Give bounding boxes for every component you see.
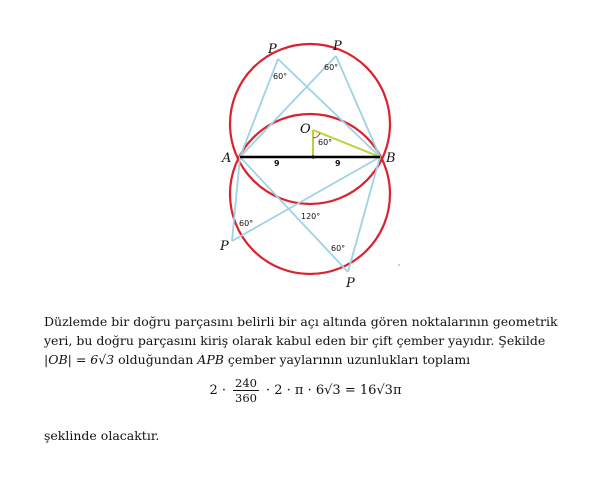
label-b: B [386, 151, 396, 166]
arc-length-formula [0, 376, 611, 405]
explanation-mid: olduğundan [114, 352, 198, 367]
explanation-line-3 [44, 350, 584, 369]
angle-p-bottom-left: 60° [239, 219, 254, 228]
explanation-text [44, 312, 584, 369]
lower-circle [230, 114, 390, 274]
formula-numerator: 240 [235, 376, 257, 390]
segment-ao-label: 9 [274, 159, 280, 168]
formula-rest: · 2 · π · 6√3 = 16√3π [266, 383, 402, 398]
formula-denominator: 360 [235, 391, 257, 405]
conclusion-text: şeklinde olacaktır. [44, 428, 160, 443]
construction-lines [232, 56, 380, 272]
label-p-bottom-right: P [346, 276, 355, 291]
angle-o: 60° [318, 138, 333, 147]
ob-length: |OB| = 6√3 [44, 352, 115, 367]
formula-lead: 2 · [209, 383, 227, 398]
label-a: A [222, 151, 232, 166]
label-o: O [300, 122, 311, 137]
point-o-dot [311, 155, 314, 158]
explanation-line-2: yeri, bu doğru parçasını kiriş olarak kabul eden bir çift çember yayıdır. Şekilde [44, 333, 546, 348]
angle-p-top-left: 60° [273, 72, 288, 81]
segment-ob-label: 9 [335, 159, 341, 168]
label-p-bottom-left: P [220, 239, 229, 254]
explanation-line-1: Düzlemde bir doğru parçasını belirli bir açı altında gören noktalarının geometrik [44, 314, 558, 329]
label-p-top-left: P [268, 42, 277, 57]
angle-intersection: 120° [301, 212, 321, 221]
angle-p-top-right: 60° [324, 63, 339, 72]
formula-fraction [233, 376, 259, 405]
angle-p-bottom-right: 60° [331, 244, 346, 253]
apb-label: APB [197, 352, 224, 367]
stray-dot [398, 264, 400, 266]
label-p-top-right: P [333, 39, 342, 54]
explanation-post: çember yaylarının uzunlukları toplamı [223, 352, 471, 367]
